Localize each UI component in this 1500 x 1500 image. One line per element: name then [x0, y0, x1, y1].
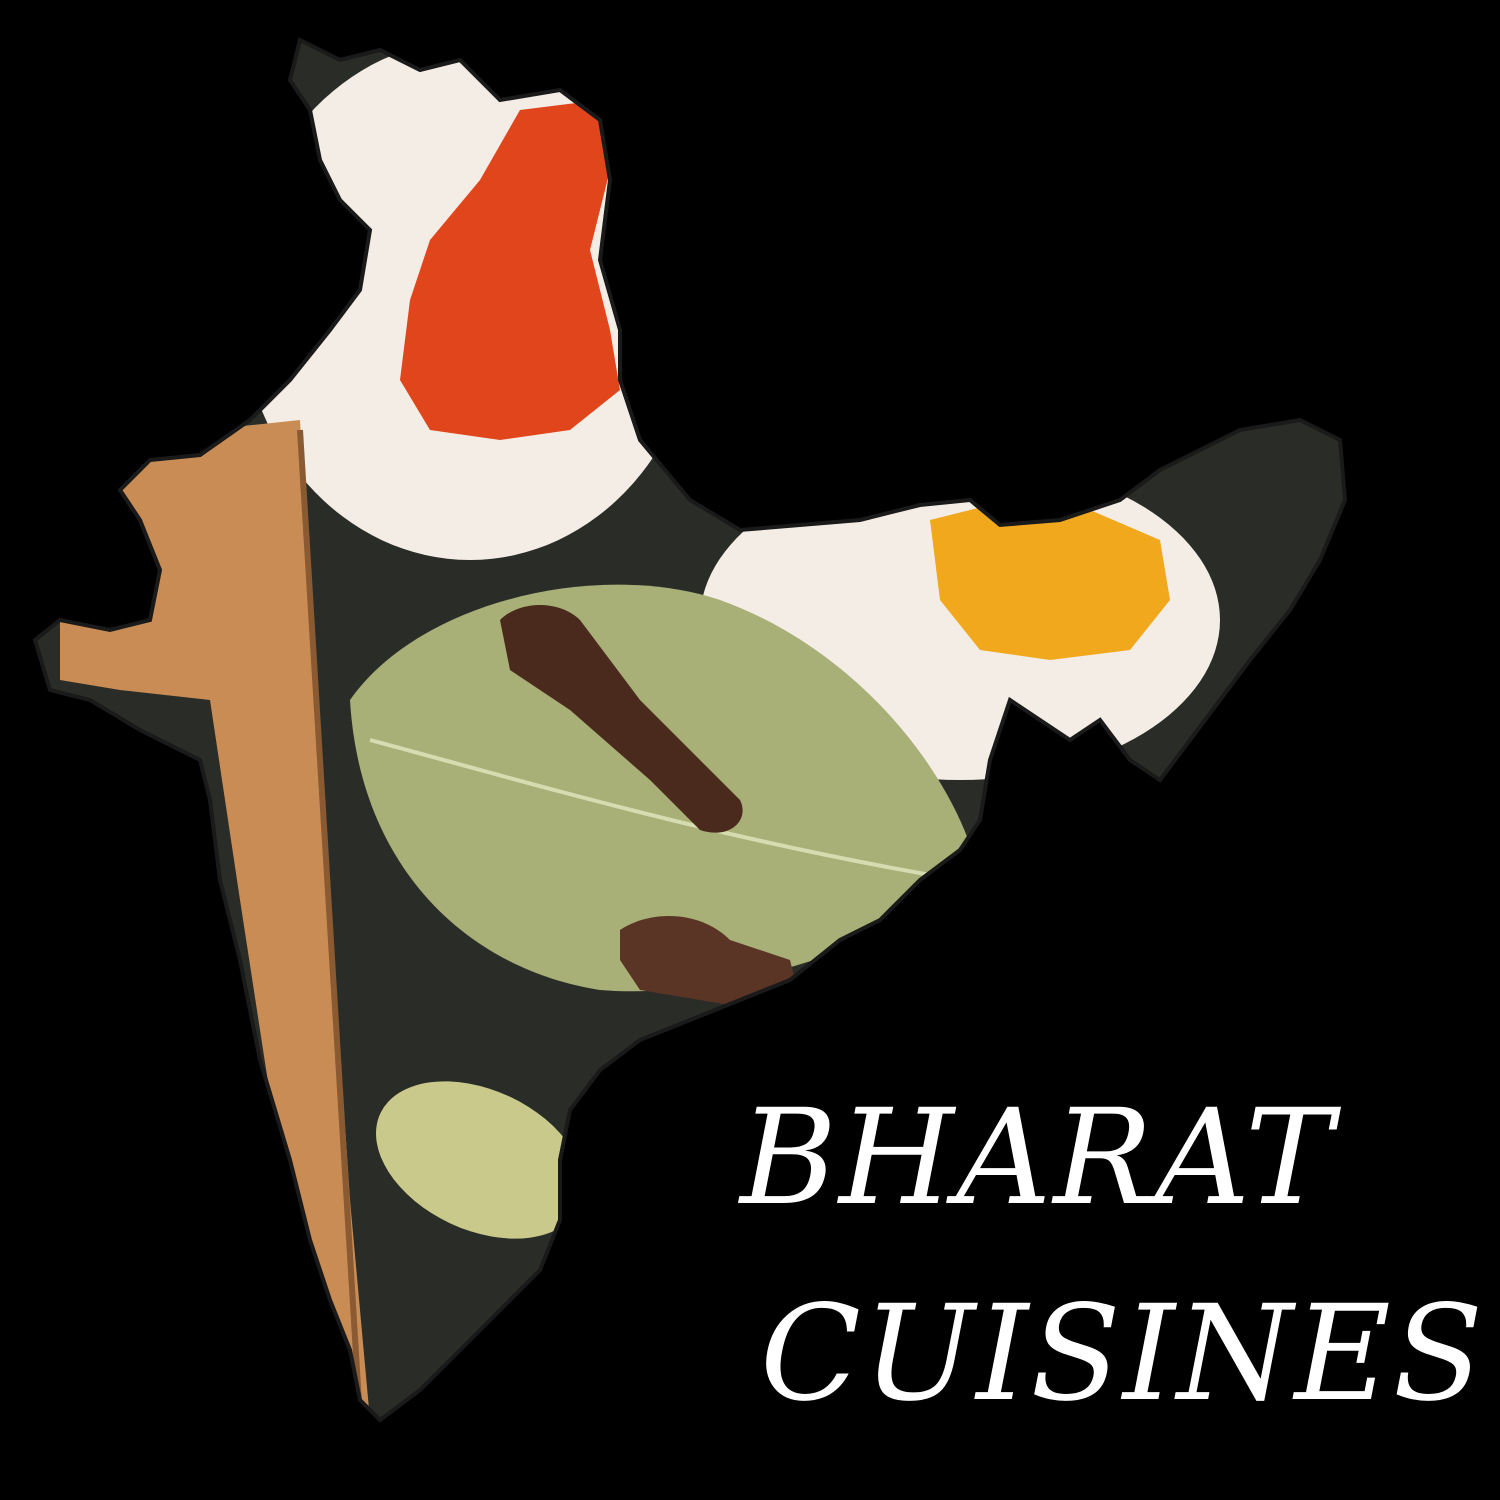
brand-title — [740, 1060, 1486, 1452]
brand-line-2: CUISINES — [760, 1277, 1486, 1431]
brand-line-1: BHARAT — [740, 1081, 1335, 1235]
